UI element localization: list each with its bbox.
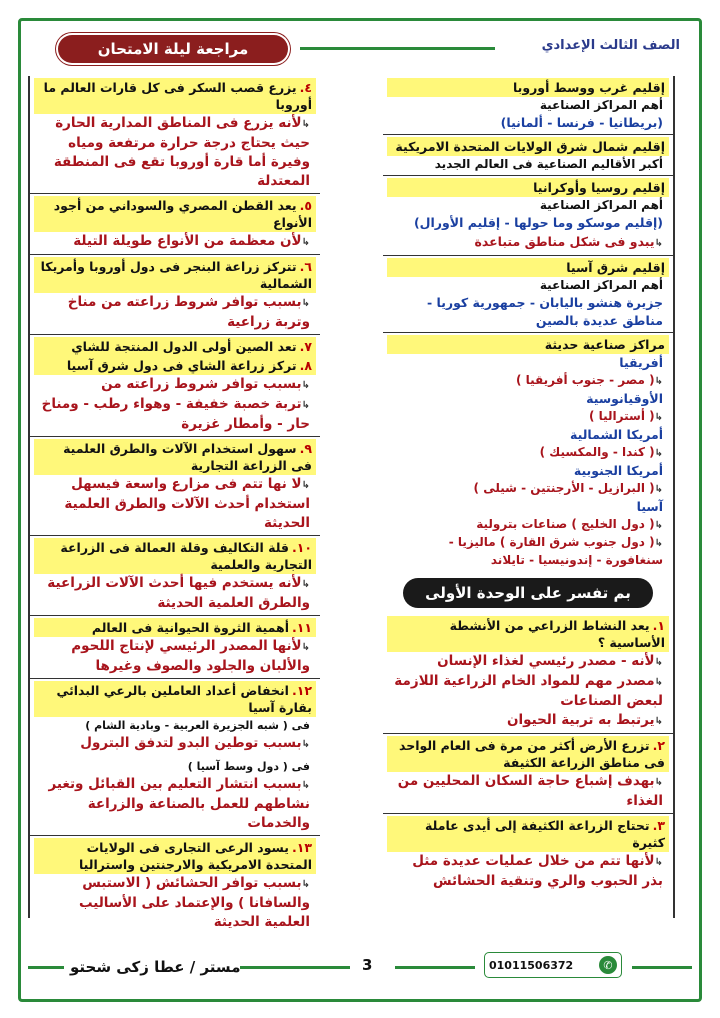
question xyxy=(34,356,316,375)
page-number: 3 xyxy=(362,956,373,974)
right-block-5 xyxy=(383,333,673,570)
left-block-6 xyxy=(30,255,320,335)
answer: ↳ لأن معظمة من الأنواع طويلة التيلة xyxy=(34,232,316,252)
footer-rule-right xyxy=(632,966,692,969)
question xyxy=(34,196,316,232)
right-block-2 xyxy=(383,135,673,176)
region-value: ↳ ( أستراليا ) xyxy=(387,408,669,426)
question xyxy=(387,816,669,852)
right-column xyxy=(383,76,675,918)
region-value: ↳ ( دول جنوب شرق القارة ) ماليزيا - سنغافورة - إندونيسيا - تايلاند xyxy=(387,534,669,568)
answer: ↳ يبدو فى شكل مناطق متباعدة xyxy=(387,232,669,253)
question-number: ٩. xyxy=(299,441,312,456)
question xyxy=(34,538,316,574)
question-number: ٣. xyxy=(652,818,665,833)
unit-one-pill: بم تفسر على الوحدة الأولى xyxy=(403,578,653,608)
grade-title: الصف الثالث الإعدادي xyxy=(541,38,680,53)
region-value: ↳ ( البرازيل - الأرجنتين - شيلى ) xyxy=(387,480,669,498)
subheading: أهم المراكز الصناعية xyxy=(539,98,663,112)
question-number: ١٠. xyxy=(291,540,312,555)
answer: ↳ لأنها المصدر الرئيسي لإنتاج اللحوم والألبان والجلود والصوف وغيرها xyxy=(34,637,316,676)
question xyxy=(387,616,669,652)
answer: (بريطانيا - فرنسا - ألمانيا) xyxy=(500,115,663,130)
header-rule xyxy=(300,47,495,50)
left-block-11 xyxy=(30,616,320,679)
left-block-5 xyxy=(30,194,320,255)
question xyxy=(34,78,316,114)
answer: جزيرة هنشو باليابان - جمهورية كوريا - مناطق عديدة بالصين xyxy=(426,295,663,328)
subheading: أهم المراكز الصناعية xyxy=(539,278,663,292)
question-number: ٨. xyxy=(299,358,312,373)
answer: ↳ يرتبط به تربية الحيوان xyxy=(387,711,669,731)
right-block-8 xyxy=(383,734,673,814)
author-name: مستر / عطا زكى شحتو xyxy=(70,958,241,976)
region-name: أمريكا الشمالية xyxy=(570,427,663,442)
answer: ↳ تربة خصبة خفيفة - وهواء رطب - ومناخ حار - وأمطار غزيرة xyxy=(34,395,316,434)
question-text: تتركز زراعة البنجر فى دول أوروبا وأمريكا الشمالية xyxy=(40,259,312,291)
question-number: ٥. xyxy=(299,198,312,213)
question-text: انخفاض أعداد العاملين بالرعي البدائي بقارة آسيا xyxy=(56,683,312,715)
question-number: ١١. xyxy=(291,620,312,635)
region-name: أفريقيا xyxy=(619,355,663,370)
left-block-7-8 xyxy=(30,335,320,437)
question-text: يعد النشاط الزراعي من الأنشطة الأساسية ؟ xyxy=(449,618,665,650)
left-block-13 xyxy=(30,836,320,934)
right-block-4 xyxy=(383,256,673,333)
region-label: فى ( شبه الجزيرة العربية - وبادية الشام ) xyxy=(85,719,310,732)
question xyxy=(34,337,316,356)
answer: (إقليم موسكو وما حولها - إقليم الأورال) xyxy=(413,215,663,230)
right-block-3 xyxy=(383,176,673,256)
footer-rule-left xyxy=(28,966,64,969)
question-text: تحتاج الزراعة الكثيفة إلى أيدى عاملة كثيرة xyxy=(425,818,665,850)
left-block-9 xyxy=(30,437,320,536)
question-text: تعد الصين أولى الدول المنتجة للشاي xyxy=(71,339,297,354)
question-number: ٢. xyxy=(652,738,665,753)
question: إقليم روسيا وأوكرانيا xyxy=(387,178,669,197)
region-value: ↳ ( مصر - جنوب أفريقيا ) xyxy=(387,372,669,390)
region-label: فى ( دول وسط آسيا ) xyxy=(187,760,310,773)
answer: ↳ بسبب توافر الحشائش ( الاستبس والسافانا ) والإعتماد على الأساليب العلمية الحديثة xyxy=(34,874,316,932)
answer: ↳ بسبب توطين البدو لتدفق البترول xyxy=(34,734,316,754)
question-number: ٧. xyxy=(299,339,312,354)
right-block-1 xyxy=(383,76,673,135)
question: إقليم شمال شرق الولايات المتحدة الامريكية xyxy=(387,137,669,156)
left-block-4 xyxy=(30,76,320,194)
phone-number: 01011506372 xyxy=(489,958,574,972)
phone-box xyxy=(484,952,622,978)
question-number: ١٢. xyxy=(291,683,312,698)
left-block-10 xyxy=(30,536,320,616)
question-text: يعد القطن المصري والسوداني من أجود الأنواع xyxy=(53,198,312,230)
question-number: ٤. xyxy=(299,80,312,95)
question xyxy=(34,618,316,637)
answer: ↳ لا نها تتم فى مزارع واسعة فيسهل استخدام أحدث الآلات والطرق العلمية الحديثة xyxy=(34,475,316,533)
question-text: أهمية الثروة الحيوانية فى العالم xyxy=(91,620,289,635)
region-name: آسيا xyxy=(636,499,663,514)
question-text: سهول استخدام الآلات والطرق العلمية فى الزراعة التجارية xyxy=(63,441,312,473)
footer-rule-mid xyxy=(240,966,350,969)
review-title: مراجعة ليلة الامتحان xyxy=(58,35,288,63)
phone-icon: ✆ xyxy=(599,956,617,974)
question xyxy=(34,439,316,475)
question: إقليم غرب ووسط أوروبا xyxy=(387,78,669,97)
question: إقليم شرق آسيا xyxy=(387,258,669,277)
answer: ↳ لأنه يزرع فى المناطق المدارية الحارة حيث يحتاج درجة حرارة مرتفعة ومياه وفيرة أما قارة أوروبا تقع فى المنطقة المعتدلة xyxy=(34,114,316,191)
question xyxy=(387,736,669,772)
region-name: أمريكا الجنوبية xyxy=(573,463,663,478)
answer: ↳ لأنها تتم من خلال عمليات عديدة مثل بذر الحبوب والري وتنقية الحشائش xyxy=(387,852,669,891)
question-text: تزرع الأرض أكثر من مرة فى العام الواحد فى مناطق الزراعة الكثيفة xyxy=(398,738,665,770)
answer: ↳ بسبب انتشار التعليم بين القبائل وتغير نشاطهم للعمل بالصناعة والزراعة والخدمات xyxy=(34,775,316,833)
answer: ↳ مصدر مهم للمواد الخام الزراعية اللازمة لبعض الصناعات xyxy=(387,672,669,711)
answer: ↳ بهدف إشباع حاجة السكان المحليين من الغذاء xyxy=(387,772,669,811)
right-block-9 xyxy=(383,814,673,893)
question: مراكز صناعية حديثة xyxy=(387,335,669,354)
question-number: ٦. xyxy=(299,259,312,274)
footer-rule-mid2 xyxy=(395,966,475,969)
answer: ↳ لأنه يستخدم فيها أحدث الآلات الزراعية والطرق العلمية الحديثة xyxy=(34,574,316,613)
region-value: ↳ ( كندا - والمكسيك ) xyxy=(387,444,669,462)
subheading: أهم المراكز الصناعية xyxy=(539,198,663,212)
question xyxy=(34,681,316,717)
question-text: يسود الرعى التجارى فى الولايات المتحدة الامريكية والارجنتين واستراليا xyxy=(78,840,312,872)
left-block-12 xyxy=(30,679,320,836)
right-block-7 xyxy=(383,614,673,734)
question-text: يزرع قصب السكر فى كل قارات العالم ما أوروبا xyxy=(43,80,312,112)
answer: ↳ لأنه - مصدر رئيسي لغذاء الإنسان xyxy=(387,652,669,672)
answer: ↳ بسبب توافر شروط زراعته من مناخ وتربة زراعية xyxy=(34,293,316,332)
question xyxy=(34,838,316,874)
question-text: تركز زراعة الشاي فى دول شرق آسيا xyxy=(66,358,297,373)
question-number: ١٣. xyxy=(291,840,312,855)
left-column xyxy=(28,76,320,930)
answer: ↳ بسبب توافر شروط زراعته من xyxy=(34,375,316,395)
region-value: ↳ ( دول الخليج ) صناعات بترولية xyxy=(387,516,669,534)
question-text: قلة التكاليف وقلة العمالة فى الزراعة التجارية والعلمية xyxy=(60,540,312,572)
question xyxy=(34,257,316,293)
question-number: ١. xyxy=(652,618,665,633)
region-name: الأوقيانوسية xyxy=(586,391,663,406)
answer: أكبر الأقاليم الصناعية فى العالم الجديد xyxy=(434,157,663,171)
